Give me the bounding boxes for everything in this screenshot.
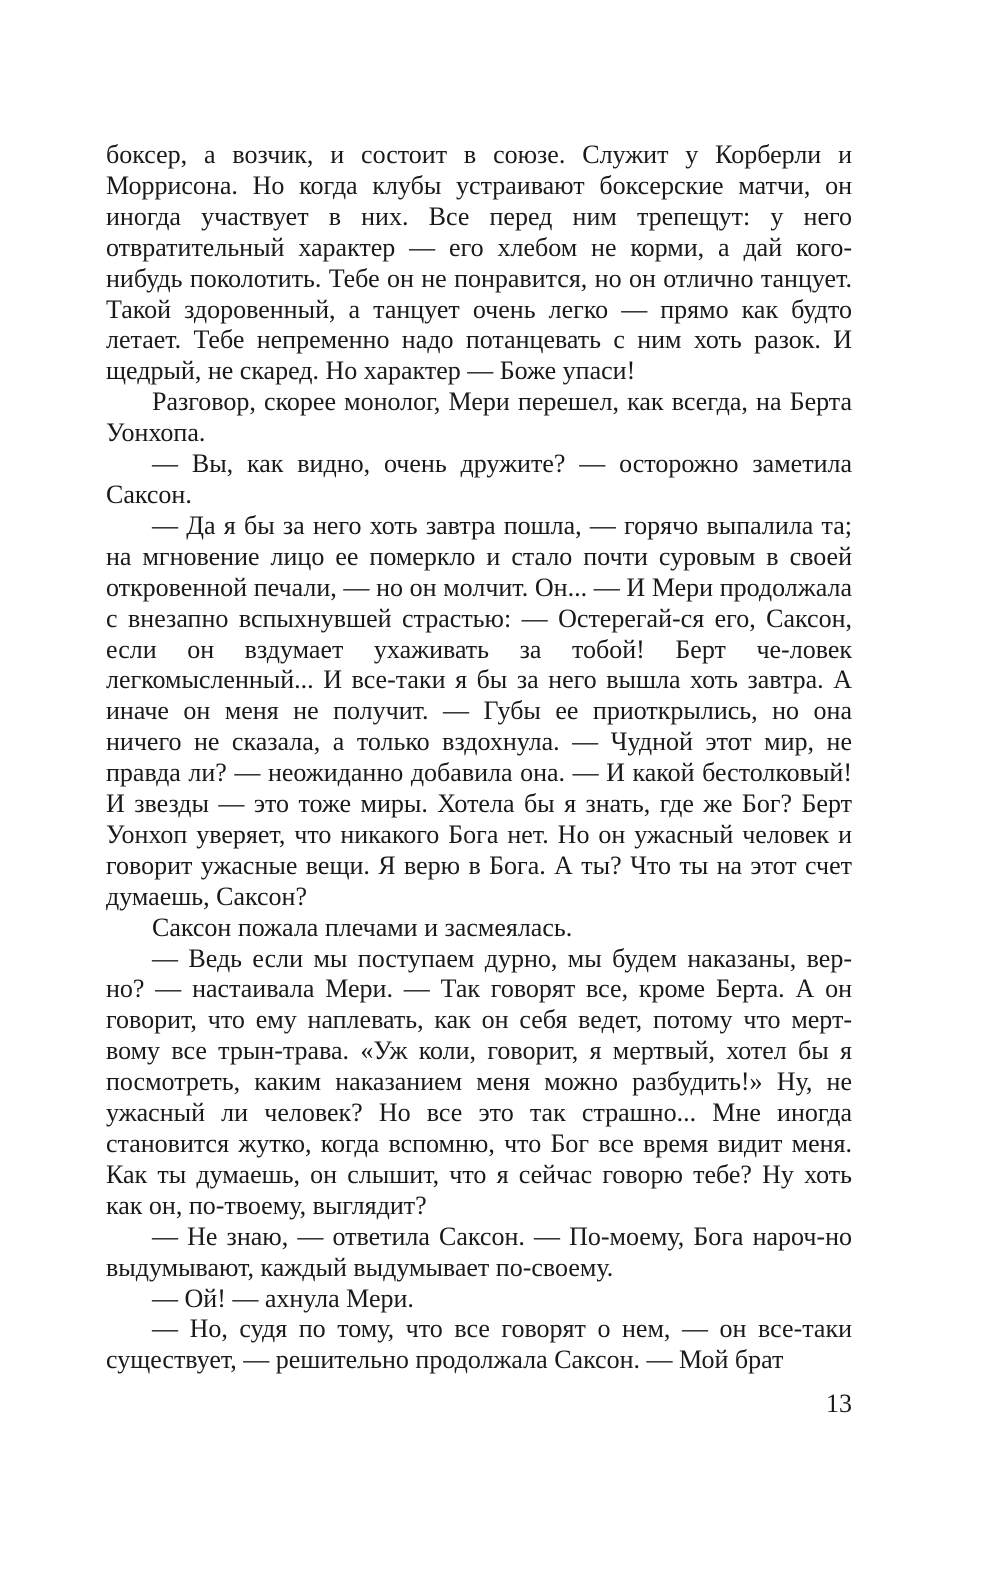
paragraph: — Да я бы за него хоть завтра пошла, — горячо выпалила та; на мгновение лицо ее померкло и стало почти суровым в своей откровенной печали, — но он молчит. Он... — И Мери продолжала с внезапно вспыхнувшей страстью: — Остерегай-ся его, Саксон, если он вздумает ухаживать за тобой! Берт че-ловек легкомысленный... И все-таки я бы за него вышла хоть завтра. А иначе он меня не получит. — Губы ее приоткрылись, но она ничего не сказала, а только вздохнула. — Чудной этот мир, не правда ли? — неожиданно добавила она. — И какой бестолковый! И звезды — это тоже миры. Хотела бы я знать, где же Бог? Берт Уонхоп уверяет, что никакого Бога нет. Но он ужасный человек и говорит ужасные вещи. Я верю в Бога. А ты? Что ты на этот счет думаешь, Саксон? [106,510,852,911]
paragraph: Саксон пожала плечами и засмеялась. [152,912,573,942]
paragraph: — Ведь если мы поступаем дурно, мы будем наказаны, вер-но? — настаивала Мери. — Так говорят все, кроме Берта. А он говорит, что ему наплевать, как он себя ведет, потому что мерт-вому все трын-трава. «Уж коли, говорит, я мертвый, хотел бы я посмотреть, каким наказанием меня можно разбудить!» Ну, не ужасный ли человек? Но все это так страшно... Мне иногда становится жутко, когда вспомню, что Бог все время видит меня. Как ты думаешь, он слышит, что я сейчас говорю тебе? Ну хоть как он, по-твоему, выглядит? [106,943,852,1220]
page-number: 13 [826,1389,852,1418]
paragraph: — Вы, как видно, очень дружите? — осторожно заметила Саксон. [106,449,852,509]
paragraph: — Ой! — ахнула Мери. [152,1283,414,1313]
body-text [106,140,852,1376]
paragraph: — Не знаю, — ответила Саксон. — По-моему, Бога нароч-но выдумывают, каждый выдумывает по-своему. [106,1221,852,1282]
paragraph: — Но, судя по тому, что все говорят о нем, — он все-таки существует, — решительно продолжала Саксон. — Мой брат [106,1314,852,1375]
paragraph-continuation: боксер, а возчик, и состоит в союзе. Служит у Корберли и Моррисона. Но когда клубы устраивают боксерские матчи, он иногда участвует в них. Все перед ним трепещут: у него отвратительный характер — его хлебом не корми, а дай кого-нибудь поколотить. Тебе он не понравится, но он отлично танцует. Такой здоровенный, а танцует очень легко — прямо как будто летает. Тебе непременно надо потанцевать с ним хоть разок. И щедрый, не скаред. Но характер — Боже упаси! [106,140,852,386]
paragraph: Разговор, скорее монолог, Мери перешел, как всегда, на Берта Уонхопа. [106,387,852,448]
